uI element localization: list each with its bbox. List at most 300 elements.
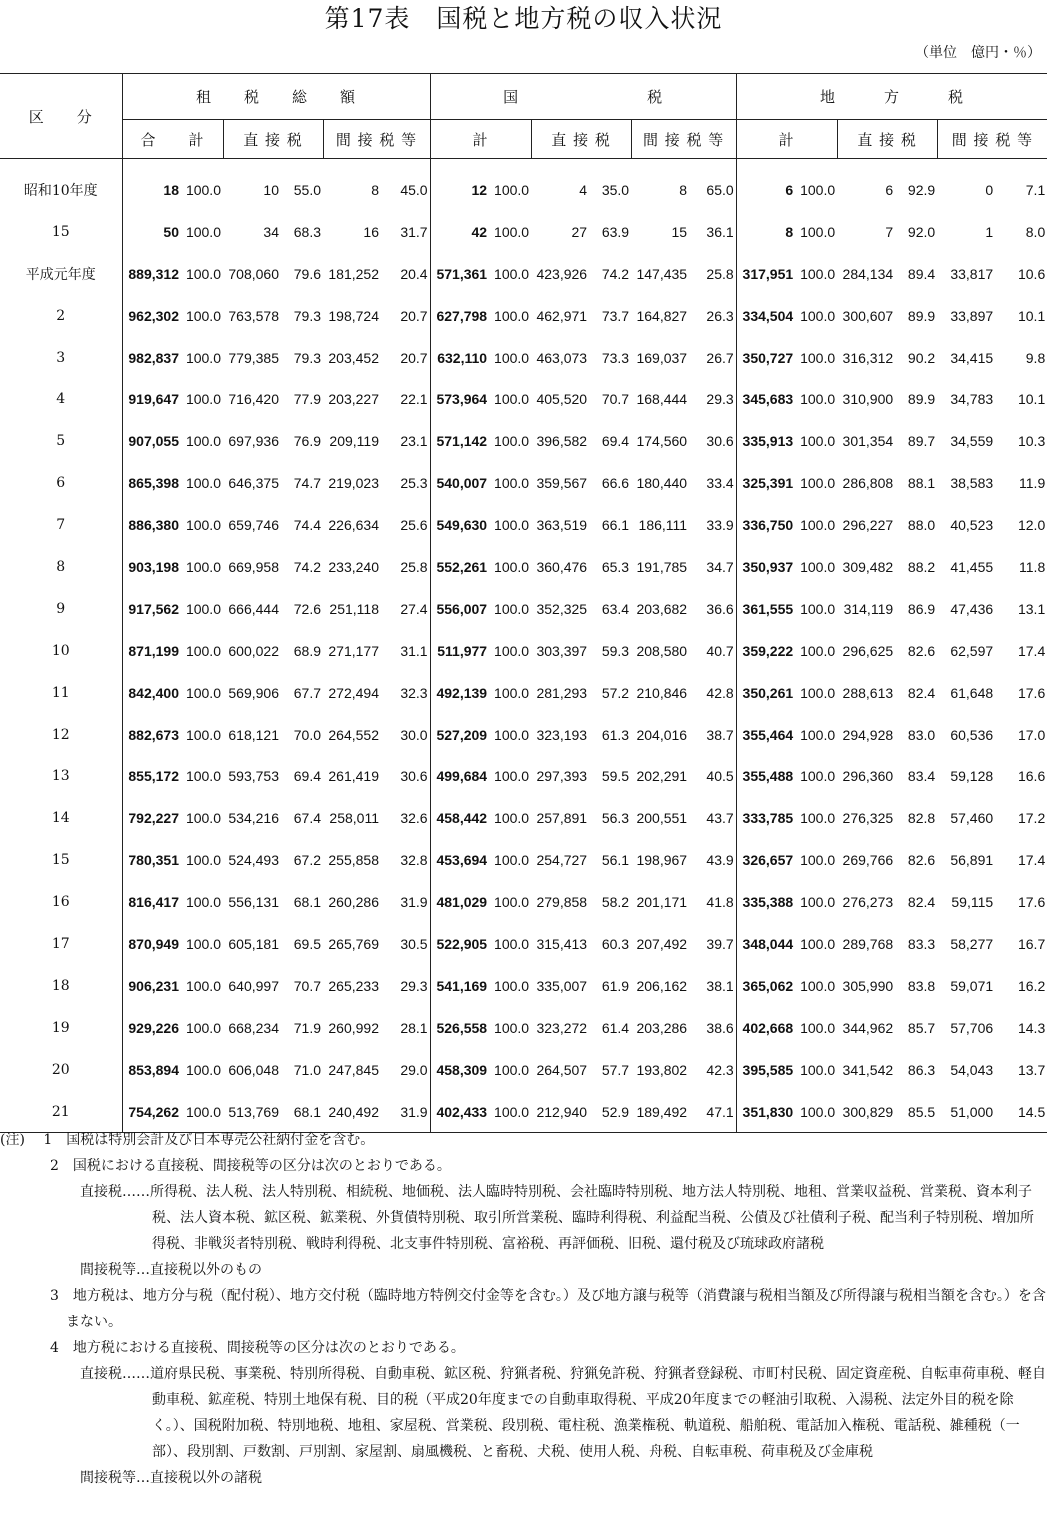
percent-cell: 42.8: [706, 684, 734, 701]
percent-cell: 56.3: [601, 810, 630, 827]
amount-cell: 279,858: [536, 894, 588, 911]
percent-cell: 85.7: [907, 1019, 936, 1036]
percent-cell: 12.0: [1017, 517, 1046, 534]
amount-cell: 247,845: [328, 1061, 379, 1078]
percent-cell: 23.1: [400, 433, 428, 450]
amount-cell: 351,830: [736, 1091, 794, 1133]
percent-cell: 57.2: [601, 684, 630, 701]
header-national-direct: 直 接 税: [531, 120, 631, 159]
amount-cell: 10: [263, 181, 279, 198]
amount-cell: 499,684: [430, 755, 488, 797]
percent-cell: 73.3: [601, 349, 630, 366]
percent-cell: 31.1: [400, 642, 428, 659]
percent-cell: 100.0: [494, 433, 530, 450]
percent-cell: 100.0: [494, 558, 530, 575]
percent-cell: 9.8: [1025, 349, 1046, 366]
amount-cell: 458,442: [430, 797, 488, 839]
percent-cell: 11.8: [1019, 558, 1046, 575]
percent-cell: 17.4: [1017, 852, 1046, 869]
amount-cell: 569,906: [228, 684, 279, 701]
percent-cell: 83.4: [907, 768, 936, 785]
amount-cell: 208,580: [636, 642, 688, 659]
amount-cell: 556,131: [228, 894, 279, 911]
unit-label: （単位 億円・％）: [915, 45, 1041, 61]
percent-cell: 57.7: [601, 1061, 630, 1078]
percent-cell: 52.9: [588, 1091, 631, 1133]
percent-cell: 100.0: [494, 935, 530, 952]
amount-cell: 6: [736, 159, 794, 211]
table-row: [0, 923, 1047, 965]
amount-cell: 169,037: [636, 349, 688, 366]
row-label: 3: [56, 349, 66, 366]
amount-cell: 317,951: [736, 253, 794, 295]
percent-cell: 100.0: [185, 558, 221, 575]
percent-cell: 100.0: [800, 977, 836, 994]
amount-cell: 300,607: [842, 307, 894, 324]
percent-cell: 100.0: [800, 391, 836, 408]
percent-cell: 100.0: [185, 517, 221, 534]
row-label: 15: [51, 223, 70, 240]
table-row: [0, 504, 1047, 546]
percent-cell: 74.7: [293, 475, 321, 492]
percent-cell: 30.5: [400, 935, 428, 952]
percent-cell: 45.0: [400, 181, 428, 198]
row-label: 9: [56, 600, 66, 617]
amount-cell: 147,435: [636, 265, 688, 282]
amount-cell: 33,897: [950, 307, 994, 324]
amount-cell: 540,007: [430, 462, 488, 504]
amount-cell: 763,578: [228, 307, 279, 324]
table-row: [0, 965, 1047, 1007]
percent-cell: 100.0: [800, 223, 836, 240]
percent-cell: 28.1: [400, 1019, 428, 1036]
amount-cell: 571,361: [430, 253, 488, 295]
percent-cell: 61.9: [601, 977, 630, 994]
amount-cell: 201,171: [636, 894, 688, 911]
percent-cell: 68.3: [293, 223, 321, 240]
percent-cell: 85.5: [894, 1091, 937, 1133]
amount-cell: 181,252: [328, 265, 379, 282]
percent-cell: 63.9: [601, 223, 630, 240]
page-title: 第17表 国税と地方税の収入状況: [324, 4, 723, 33]
row-label: 20: [51, 1061, 70, 1078]
percent-cell: 32.6: [400, 810, 428, 827]
amount-cell: 527,209: [430, 714, 488, 756]
percent-cell: 55.0: [293, 181, 321, 198]
row-label: 12: [51, 726, 70, 743]
table-row: [0, 714, 1047, 756]
percent-cell: 100.0: [494, 307, 530, 324]
amount-cell: 396,582: [536, 433, 588, 450]
note-4-indirect: 間接税等…直接税以外の諸税: [80, 1470, 262, 1486]
amount-cell: 164,827: [636, 307, 688, 324]
amount-cell: 323,193: [536, 726, 588, 743]
percent-cell: 33.9: [706, 517, 734, 534]
percent-cell: 58.2: [601, 894, 630, 911]
percent-cell: 13.1: [1017, 600, 1046, 617]
amount-cell: 18: [122, 159, 180, 211]
percent-cell: 100.0: [494, 391, 530, 408]
note-2: 2 国税における直接税、間接税等の区分は次のとおりである。: [50, 1158, 451, 1174]
percent-cell: 20.4: [400, 265, 428, 282]
percent-cell: 100.0: [800, 894, 836, 911]
amount-cell: 34,415: [950, 349, 994, 366]
percent-cell: 86.9: [907, 600, 936, 617]
percent-cell: 38.7: [706, 726, 734, 743]
percent-cell: 36.1: [706, 223, 734, 240]
amount-cell: 842,400: [122, 672, 180, 714]
amount-cell: 646,375: [228, 475, 279, 492]
header-total-sum: 合 計: [122, 120, 223, 159]
percent-cell: 25.6: [400, 517, 428, 534]
amount-cell: 206,162: [636, 977, 688, 994]
amount-cell: 352,325: [536, 600, 588, 617]
amount-cell: 7: [885, 223, 894, 240]
percent-cell: 14.5: [994, 1091, 1047, 1133]
percent-cell: 100.0: [185, 768, 221, 785]
percent-cell: 14.3: [1017, 1019, 1046, 1036]
percent-cell: 83.8: [907, 977, 936, 994]
amount-cell: 350,727: [736, 337, 794, 379]
percent-cell: 100.0: [494, 726, 530, 743]
percent-cell: 25.8: [400, 558, 428, 575]
percent-cell: 29.3: [400, 977, 428, 994]
amount-cell: 333,785: [736, 797, 794, 839]
amount-cell: 463,073: [536, 349, 588, 366]
header-total-indirect: 間 接 税 等: [323, 120, 430, 159]
amount-cell: 59,115: [951, 894, 994, 911]
percent-cell: 83.0: [907, 726, 936, 743]
row-label: 21: [0, 1091, 122, 1133]
amount-cell: 906,231: [122, 965, 180, 1007]
percent-cell: 100.0: [185, 726, 221, 743]
percent-cell: 39.7: [706, 935, 734, 952]
percent-cell: 100.0: [494, 642, 530, 659]
amount-cell: 853,894: [122, 1049, 180, 1091]
percent-cell: 100.0: [494, 684, 530, 701]
amount-cell: 889,312: [122, 253, 180, 295]
amount-cell: 571,142: [430, 420, 488, 462]
amount-cell: 6: [885, 181, 894, 198]
percent-cell: 100.0: [185, 223, 221, 240]
amount-cell: 260,286: [328, 894, 379, 911]
percent-cell: 100.0: [800, 433, 836, 450]
header-total-tax: 租 税 総 額: [122, 74, 430, 120]
amount-cell: 260,992: [328, 1019, 379, 1036]
amount-cell: 929,226: [122, 1007, 180, 1049]
amount-cell: 348,044: [736, 923, 794, 965]
percent-cell: 8.0: [1025, 223, 1046, 240]
amount-cell: 60,536: [950, 726, 994, 743]
amount-cell: 41,455: [950, 558, 994, 575]
amount-cell: 276,273: [842, 894, 894, 911]
row-label: 6: [56, 475, 66, 492]
percent-cell: 79.6: [293, 265, 321, 282]
amount-cell: 240,492: [323, 1091, 380, 1133]
percent-cell: 31.9: [380, 1091, 430, 1133]
amount-cell: 363,519: [536, 517, 588, 534]
percent-cell: 82.6: [907, 852, 936, 869]
percent-cell: 43.7: [706, 810, 734, 827]
amount-cell: 334,504: [736, 295, 794, 337]
amount-cell: 359,567: [536, 475, 588, 492]
amount-cell: 1: [985, 223, 994, 240]
amount-cell: 870,949: [122, 923, 180, 965]
amount-cell: 549,630: [430, 504, 488, 546]
table-row: [0, 253, 1047, 295]
amount-cell: 272,494: [328, 684, 379, 701]
percent-cell: 100.0: [185, 977, 221, 994]
percent-cell: 100.0: [800, 1019, 836, 1036]
amount-cell: 59,128: [950, 768, 994, 785]
percent-cell: 25.3: [400, 475, 428, 492]
amount-cell: 606,048: [228, 1061, 279, 1078]
amount-cell: 780,351: [122, 839, 180, 881]
amount-cell: 303,397: [536, 642, 588, 659]
percent-cell: 100.0: [800, 600, 836, 617]
amount-cell: 193,802: [636, 1061, 688, 1078]
percent-cell: 38.1: [706, 977, 734, 994]
amount-cell: 309,482: [842, 558, 894, 575]
amount-cell: 779,385: [228, 349, 279, 366]
percent-cell: 100.0: [185, 935, 221, 952]
percent-cell: 89.4: [907, 265, 936, 282]
header-category: 区 分: [0, 74, 122, 159]
percent-cell: 100.0: [185, 600, 221, 617]
percent-cell: 16.6: [1017, 768, 1046, 785]
percent-cell: 65.0: [706, 181, 734, 198]
percent-cell: 47.1: [688, 1091, 736, 1133]
percent-cell: 70.7: [293, 977, 321, 994]
percent-cell: 29.3: [706, 391, 734, 408]
amount-cell: 402,668: [736, 1007, 794, 1049]
amount-cell: 34: [263, 223, 279, 240]
percent-cell: 100.0: [185, 852, 221, 869]
row-label: 14: [51, 810, 70, 827]
amount-cell: 982,837: [122, 337, 180, 379]
header-national-tax: 国 税: [430, 74, 736, 120]
amount-cell: 0: [985, 181, 994, 198]
amount-cell: 792,227: [122, 797, 180, 839]
percent-cell: 10.6: [1017, 265, 1046, 282]
table-row: [0, 211, 1047, 253]
amount-cell: 38,583: [950, 475, 994, 492]
amount-cell: 296,625: [842, 642, 894, 659]
amount-cell: 919,647: [122, 378, 180, 420]
amount-cell: 395,585: [736, 1049, 794, 1091]
percent-cell: 100.0: [185, 475, 221, 492]
amount-cell: 47,436: [950, 600, 994, 617]
percent-cell: 69.4: [293, 768, 321, 785]
amount-cell: 310,900: [842, 391, 894, 408]
table-row: [0, 295, 1047, 337]
amount-cell: 33,817: [950, 265, 994, 282]
percent-cell: 100.0: [494, 1019, 530, 1036]
percent-cell: 100.0: [185, 265, 221, 282]
percent-cell: 100.0: [180, 1091, 223, 1133]
amount-cell: 186,111: [638, 517, 688, 534]
percent-cell: 11.9: [1019, 475, 1046, 492]
amount-cell: 191,785: [636, 558, 688, 575]
note-4-direct: 直接税……道府県民税、事業税、特別所得税、自動車税、鉱区税、狩猟者税、狩猟免許税、狩猟者登録税、市町村民税、固定資産税、自転車荷車税、軽自動車税、鉱産税、特別土地保有税、目的税（平成20年度までの自動車取得税、平成20年度までの軽油引取税、入湯税、法定外目的税を除く。）、国税附加税、特別地税、地租、家屋税、営業税、段別税、電柱税、漁業権税、軌道税、船舶税、電話加入権税、電話税、雑種税（一部）、段別割、戸数割、戸別割、家屋割、扇風機税、と畜税、犬税、使用人税、舟税、自転車税、荷車税及び金庫税: [80, 1366, 1046, 1460]
header-local-indirect: 間 接 税 等: [937, 120, 1047, 159]
percent-cell: 17.6: [1017, 894, 1046, 911]
percent-cell: 20.7: [400, 307, 428, 324]
amount-cell: 886,380: [122, 504, 180, 546]
percent-cell: 67.4: [293, 810, 321, 827]
percent-cell: 10.3: [1017, 433, 1046, 450]
amount-cell: 360,476: [536, 558, 588, 575]
percent-cell: 89.7: [907, 433, 936, 450]
percent-cell: 100.0: [494, 894, 530, 911]
percent-cell: 34.7: [706, 558, 734, 575]
table-row: [0, 797, 1047, 839]
amount-cell: 325,391: [736, 462, 794, 504]
amount-cell: 541,169: [430, 965, 488, 1007]
percent-cell: 32.8: [400, 852, 428, 869]
percent-cell: 69.5: [293, 935, 321, 952]
amount-cell: 526,558: [430, 1007, 488, 1049]
percent-cell: 100.0: [185, 391, 221, 408]
amount-cell: 871,199: [122, 630, 180, 672]
percent-cell: 100.0: [494, 265, 530, 282]
percent-cell: 89.9: [907, 391, 936, 408]
table-row: [0, 378, 1047, 420]
table-row: [0, 588, 1047, 630]
percent-cell: 92.9: [907, 181, 936, 198]
table-row: [0, 1049, 1047, 1091]
amount-cell: 254,727: [536, 852, 588, 869]
amount-cell: 659,746: [228, 517, 279, 534]
amount-cell: 511,977: [430, 630, 488, 672]
percent-cell: 100.0: [494, 977, 530, 994]
amount-cell: 336,750: [736, 504, 794, 546]
table-row: [0, 630, 1047, 672]
amount-cell: 462,971: [536, 307, 588, 324]
table-body: [0, 159, 1047, 1133]
percent-cell: 66.1: [601, 517, 630, 534]
amount-cell: 15: [671, 223, 688, 240]
percent-cell: 40.7: [706, 642, 734, 659]
percent-cell: 100.0: [494, 768, 530, 785]
amount-cell: 288,613: [842, 684, 894, 701]
amount-cell: 315,413: [536, 935, 588, 952]
percent-cell: 100.0: [800, 265, 836, 282]
table-row: [0, 420, 1047, 462]
amount-cell: 34,783: [950, 391, 994, 408]
percent-cell: 100.0: [800, 558, 836, 575]
percent-cell: 65.3: [601, 558, 630, 575]
amount-cell: 296,227: [842, 517, 894, 534]
amount-cell: 300,829: [837, 1091, 894, 1133]
percent-cell: 79.3: [293, 349, 321, 366]
amount-cell: 297,393: [536, 768, 588, 785]
percent-cell: 100.0: [800, 1061, 836, 1078]
amount-cell: 305,990: [842, 977, 894, 994]
amount-cell: 640,997: [228, 977, 279, 994]
amount-cell: 301,354: [842, 433, 894, 450]
amount-cell: 754,262: [122, 1091, 180, 1133]
table-row: [0, 462, 1047, 504]
percent-cell: 43.9: [706, 852, 734, 869]
row-label: 13: [51, 768, 70, 785]
amount-cell: 255,858: [328, 852, 379, 869]
percent-cell: 63.4: [601, 600, 630, 617]
amount-cell: 350,261: [736, 672, 794, 714]
percent-cell: 74.2: [601, 265, 630, 282]
percent-cell: 88.2: [907, 558, 936, 575]
amount-cell: 57,706: [950, 1019, 994, 1036]
percent-cell: 17.2: [1017, 810, 1046, 827]
percent-cell: 100.0: [800, 852, 836, 869]
percent-cell: 10.1: [1017, 307, 1046, 324]
percent-cell: 88.0: [907, 517, 936, 534]
percent-cell: 40.5: [706, 768, 734, 785]
row-label: 16: [51, 894, 70, 911]
percent-cell: 100.0: [800, 935, 836, 952]
amount-cell: 359,222: [736, 630, 794, 672]
amount-cell: 54,043: [950, 1061, 994, 1078]
percent-cell: 16.7: [1017, 935, 1046, 952]
percent-cell: 59.3: [601, 642, 630, 659]
amount-cell: 264,507: [536, 1061, 588, 1078]
amount-cell: 62,597: [950, 642, 994, 659]
percent-cell: 100.0: [185, 181, 221, 198]
amount-cell: 522,905: [430, 923, 488, 965]
table-row: [0, 672, 1047, 714]
percent-cell: 30.6: [706, 433, 734, 450]
amount-cell: 453,694: [430, 839, 488, 881]
percent-cell: 100.0: [800, 517, 836, 534]
percent-cell: 32.3: [400, 684, 428, 701]
amount-cell: 233,240: [328, 558, 379, 575]
percent-cell: 67.7: [293, 684, 321, 701]
percent-cell: 16.2: [1017, 977, 1046, 994]
amount-cell: 350,937: [736, 546, 794, 588]
percent-cell: 82.4: [907, 894, 936, 911]
percent-cell: 25.8: [706, 265, 734, 282]
percent-cell: 79.3: [293, 307, 321, 324]
notes: [0, 1127, 1047, 1491]
amount-cell: 552,261: [430, 546, 488, 588]
amount-cell: 335,007: [536, 977, 588, 994]
percent-cell: 27.4: [400, 600, 428, 617]
percent-cell: 100.0: [800, 768, 836, 785]
percent-cell: 100.0: [494, 223, 530, 240]
amount-cell: 61,648: [950, 684, 994, 701]
amount-cell: 423,926: [536, 265, 588, 282]
percent-cell: 100.0: [494, 852, 530, 869]
amount-cell: 903,198: [122, 546, 180, 588]
percent-cell: 17.0: [1017, 726, 1046, 743]
percent-cell: 100.0: [185, 307, 221, 324]
percent-cell: 33.4: [706, 475, 734, 492]
row-label: 15: [51, 852, 70, 869]
percent-cell: 100.0: [185, 433, 221, 450]
percent-cell: 86.3: [907, 1061, 936, 1078]
percent-cell: 82.4: [907, 684, 936, 701]
header-local-tax: 地 方 税: [736, 74, 1047, 120]
amount-cell: 212,940: [531, 1091, 588, 1133]
amount-cell: 207,492: [636, 935, 688, 952]
amount-cell: 524,493: [228, 852, 279, 869]
percent-cell: 74.4: [293, 517, 321, 534]
percent-cell: 100.0: [800, 349, 836, 366]
header-total-direct: 直 接 税: [223, 120, 323, 159]
percent-cell: 100.0: [800, 810, 836, 827]
table-row: [0, 546, 1047, 588]
percent-cell: 60.3: [601, 935, 630, 952]
